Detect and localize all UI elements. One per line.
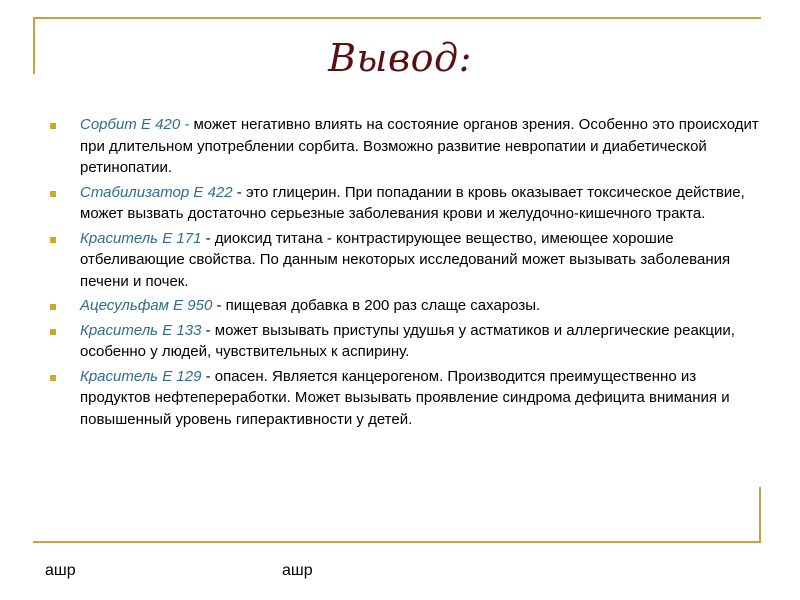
additive-name: Сорбит Е 420 - bbox=[80, 116, 190, 133]
footer-center-text: ашр bbox=[282, 562, 313, 579]
footer-left-text: ашр bbox=[45, 562, 76, 579]
bullet-item-acesulfame bbox=[46, 295, 760, 317]
bullet-item-stabilizer bbox=[46, 182, 760, 225]
square-bullet-icon bbox=[50, 237, 56, 243]
frame-top-line bbox=[33, 17, 761, 19]
bullet-item-e171 bbox=[46, 228, 760, 293]
additive-description: может негативно влиять на состояние органов зрения. Особенно это происходит при длительном употреблении сорбита. Возможно развитие невропатии и диабетической ретинопатии. bbox=[80, 116, 759, 176]
additive-description: - диоксид титана - контрастирующее вещество, имеющее хорошие отбеливающие свойства. По данным некоторых исследований может вызывать заболевания печени и почек. bbox=[80, 229, 731, 290]
additive-name: Краситель Е 129 bbox=[80, 367, 202, 385]
bullet-item-e129 bbox=[46, 366, 760, 431]
additive-name: Ацесульфам Е 950 bbox=[80, 297, 213, 314]
square-bullet-icon bbox=[50, 304, 56, 310]
additive-name: Краситель Е 133 bbox=[80, 321, 202, 339]
additive-description: - пищевая добавка в 200 раз слаще сахарозы. bbox=[212, 297, 541, 314]
square-bullet-icon bbox=[50, 191, 56, 197]
square-bullet-icon bbox=[50, 123, 56, 129]
additive-description: - опасен. Является канцерогеном. Производится преимущественно из продуктов нефтепереработки. Может вызывать проявление синдрома дефицита внимания и повышенный уровень гиперактивности у детей. bbox=[80, 367, 730, 428]
additive-name: Стабилизатор Е 422 bbox=[80, 183, 233, 201]
additive-name: Краситель Е 171 bbox=[80, 229, 202, 247]
bullet-item-e133 bbox=[46, 320, 760, 363]
additive-description: - может вызывать приступы удушья у астматиков и аллергические реакции, особенно у людей, чувствительных к аспирину. bbox=[80, 321, 735, 360]
bullet-item-sorbit bbox=[46, 114, 760, 179]
slide-title: Вывод: bbox=[328, 36, 472, 80]
bullet-list bbox=[46, 114, 760, 433]
additive-description: - это глицерин. При попадании в кровь оказывает токсическое действие, может вызвать достаточно серьезные заболевания крови и желудочно-кишечного тракта. bbox=[80, 183, 745, 222]
frame-bottom-line bbox=[33, 541, 761, 543]
square-bullet-icon bbox=[50, 375, 56, 381]
square-bullet-icon bbox=[50, 329, 56, 335]
frame-right-line bbox=[759, 487, 761, 543]
